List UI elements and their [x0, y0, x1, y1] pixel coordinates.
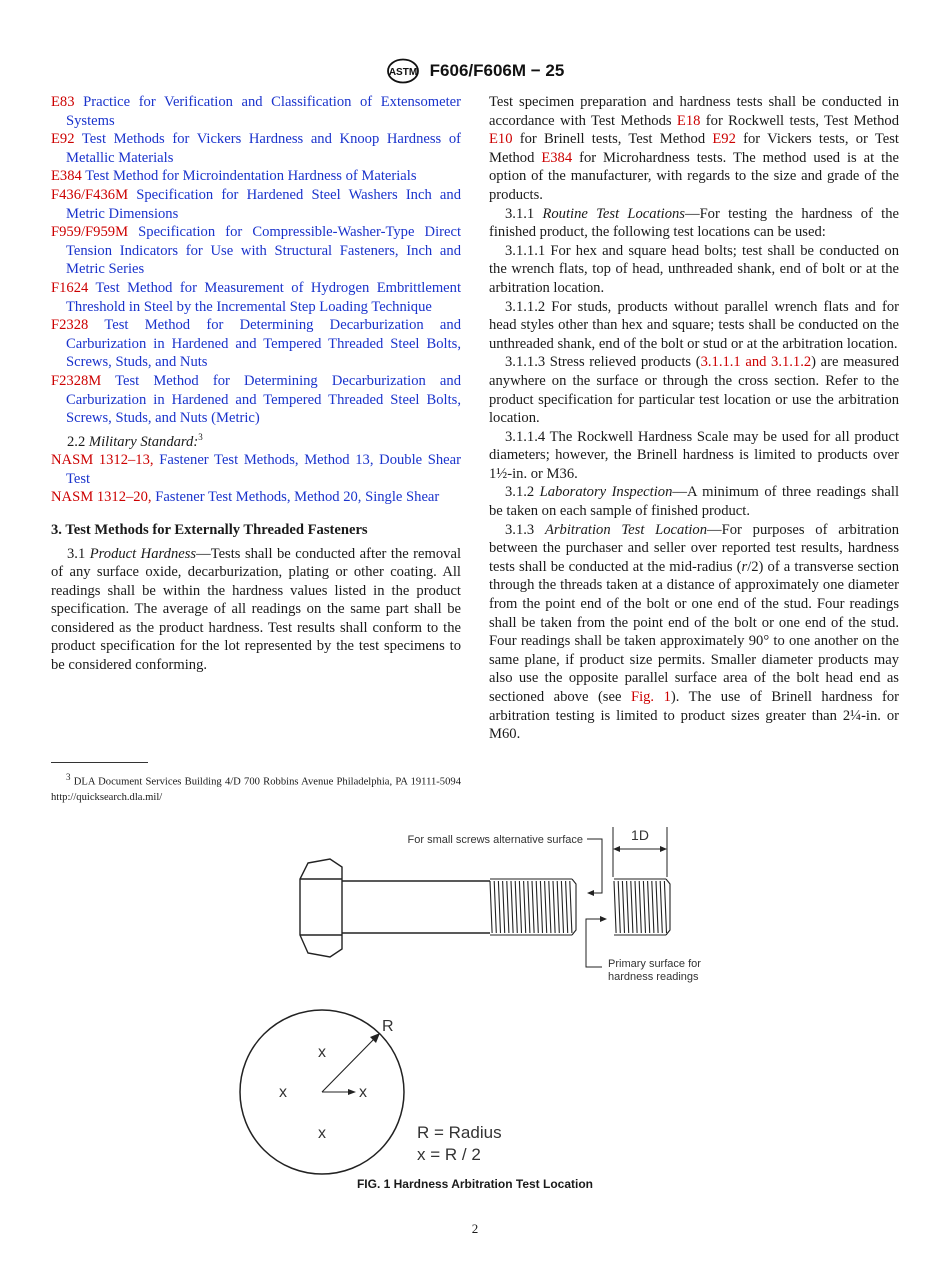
- ref-title-link[interactable]: Test Method for Measurement of Hydrogen Embrittlement Threshold in Steel by the Incremental Step Loading Technique: [66, 279, 462, 315]
- ref-title-link[interactable]: Specification for Hardened Steel Washers Inch and Metric Dimensions: [66, 186, 461, 222]
- bolt-threads-end: [614, 879, 670, 935]
- figure-1-diagram: [230, 815, 730, 1175]
- section-number: 3.1.1: [505, 205, 535, 222]
- paragraph-text: —A minimum of three readings shall be taken on each sample of finished product.: [489, 484, 899, 520]
- reference-f436: [51, 186, 461, 223]
- label-x-left: x: [279, 1084, 287, 1101]
- leader-alternative-surface: [587, 839, 602, 893]
- text-span: 3.1.1.3 Stress relieved products (: [505, 354, 701, 371]
- reference-nasm-20: [51, 488, 461, 507]
- ref-link[interactable]: E384: [51, 168, 82, 185]
- paragraph-intro: [489, 93, 899, 205]
- page-number: 2: [471, 1221, 479, 1236]
- ref-title-link[interactable]: Test Methods for Vickers Hardness and Knoop Hardness of Metallic Materials: [66, 131, 461, 166]
- reference-e384: [51, 167, 461, 186]
- label-x-right: x: [359, 1084, 367, 1101]
- thread-lines: [490, 879, 576, 935]
- section-number: 3.1.2: [505, 484, 535, 501]
- paragraph-3-1-3: [489, 521, 899, 744]
- text-span: —For purposes of arbitration between the purchaser and seller over reported test results, hardness tests shall be conducted at the mid-radius (: [489, 521, 899, 575]
- ref-link[interactable]: E10: [489, 131, 513, 148]
- text-span: ). The use of Brinell hardness for arbitration testing is limited to product sizes greater than 2¼-in. or M60.: [489, 689, 900, 743]
- label-x-top: x: [318, 1044, 326, 1061]
- radius-line: [322, 1037, 376, 1092]
- arrow-icon: [587, 890, 594, 896]
- paragraph-title: Product Hardness: [89, 545, 197, 562]
- footnote-mark: 3: [198, 431, 203, 442]
- section-3-title: 3. Test Methods for Externally Threaded Fasteners: [51, 521, 368, 538]
- ref-link[interactable]: E18: [676, 112, 701, 129]
- paragraph-3-1-1-2: 3.1.1.2 For studs, products without parallel wrench flats and for head styles other than hex and square; tests shall be conducted on the unthreaded shank, end of the bolt or stud or at the arbitration location.: [489, 298, 899, 352]
- section-number: 3.1.3: [505, 521, 535, 538]
- left-column: [51, 93, 461, 675]
- section-number: 3.1: [67, 545, 86, 562]
- ref-link[interactable]: NASM 1312–20,: [51, 489, 152, 506]
- paragraph-title: Routine Test Locations: [542, 205, 685, 222]
- text-span: for Vickers tests, or Test Method: [489, 131, 899, 166]
- label-alternative-surface: For small screws alternative surface: [407, 834, 583, 846]
- label-primary-2: hardness readings: [608, 971, 699, 983]
- bolt-shank: [342, 881, 490, 933]
- ref-link[interactable]: F436/F436M: [51, 186, 129, 203]
- reference-f1624: [51, 279, 461, 316]
- figure-caption: FIG. 1 Hardness Arbitration Test Location: [356, 1177, 594, 1191]
- arrow-icon: [660, 846, 667, 852]
- footnote-text: DLA Document Services Building 4/D 700 Robbins Avenue Philadelphia, PA 19111-5094 http://quicksearch.dla.mil/: [51, 776, 461, 804]
- ref-link[interactable]: E83: [51, 94, 75, 110]
- ref-link[interactable]: F959/F959M: [51, 224, 129, 241]
- svg-text:ASTM: ASTM: [388, 67, 417, 78]
- label-r: R: [382, 1018, 394, 1035]
- ref-link[interactable]: E92: [712, 131, 736, 148]
- reference-f2328: [51, 316, 461, 372]
- military-standard-heading: [67, 428, 461, 451]
- text-span: Test specimen preparation and hardness tests shall be conducted in accordance with Test Methods: [489, 94, 899, 129]
- paragraph-3-1-2: [489, 483, 899, 520]
- legend-radius: R = Radius: [417, 1123, 502, 1142]
- ref-link[interactable]: F1624: [51, 279, 89, 296]
- arrow-icon: [600, 916, 607, 922]
- reference-f959: [51, 223, 461, 279]
- ref-title-link[interactable]: Fastener Test Methods, Method 13, Double Shear Test: [66, 452, 461, 487]
- paragraph-3-1-1-4: 3.1.1.4 The Rockwell Hardness Scale may be used for all product diameters; however, the Brinell hardness is limited to products over 1½-in. or M36.: [489, 428, 899, 482]
- reference-f2328m: [51, 372, 461, 428]
- ref-title-link[interactable]: Test Method for Determining Decarburization and Carburization in Hardened and Tempered Threaded Steel Bolts, Screws, Studs, and Nuts (Metric): [66, 372, 461, 427]
- paragraph-text: —For testing the hardness of the finished product, the following test locations can be used:: [489, 205, 899, 241]
- figure-link[interactable]: Fig. 1: [630, 689, 671, 705]
- ref-title-link[interactable]: Practice for Verification and Classification of Extensometer Systems: [66, 94, 461, 129]
- thread-lines: [614, 879, 670, 935]
- page-header: [0, 58, 950, 84]
- footnote-3: [51, 770, 461, 806]
- standard-designation: F606/F606M − 25: [429, 61, 565, 80]
- ref-link[interactable]: NASM 1312–13,: [51, 452, 154, 469]
- ref-title-link[interactable]: Fastener Test Methods, Method 20, Single Shear: [155, 489, 440, 506]
- text-span: /2) of a transverse section through the threads taken at a distance of approximately one diameter from the point end of the bolt or one end of the stud. Four readings shall be taken from the point end of the bolt or one end of the stud. Four readings shall be taken approximately 90° to one another on the same plane, if product size permits. Smaller diameter products may also use the opposite parallel surface area of the bolt head end as sectioned above (see: [489, 558, 900, 705]
- bolt-head-icon: [300, 859, 342, 957]
- text-span: ) are measured anywhere on the surface or through the cross section. Refer to the product specification for particular test location or use the arbitration location.: [489, 354, 899, 427]
- reference-e83: [51, 93, 461, 130]
- ref-link[interactable]: 3.1.1.1 and 3.1.1.2: [700, 354, 812, 371]
- astm-logo-icon: [386, 58, 420, 84]
- paragraph-3-1-1-1: 3.1.1.1 For hex and square head bolts; test shall be conducted on the wrench flats, top of head, unthreaded shank, end of bolt or at the arbitration location.: [489, 242, 899, 296]
- ref-title-link[interactable]: Test Method for Microindentation Hardness of Materials: [85, 168, 417, 185]
- ref-title-link[interactable]: Specification for Compressible-Washer-Type Direct Tension Indicators for Use with Structural Fasteners, Inch and Metric Series: [66, 224, 461, 278]
- paragraph-title: Laboratory Inspection: [539, 484, 673, 501]
- section-number: 2.2: [67, 433, 86, 450]
- paragraph-3-1: [51, 545, 461, 675]
- leader-primary-surface: [586, 919, 602, 967]
- text-span: r: [741, 558, 748, 575]
- reference-e92: [51, 130, 461, 167]
- reference-nasm-13: [51, 451, 461, 488]
- bolt-threads: [490, 879, 576, 935]
- arrow-icon: [348, 1089, 356, 1095]
- text-span: for Microhardness tests. The method used is at the option of the manufacturer, with regards to the size and grade of the products.: [489, 149, 899, 203]
- section-heading: Military Standard:: [88, 433, 199, 450]
- ref-title-link[interactable]: Test Method for Determining Decarburization and Carburization in Hardened and Tempered Threaded Steel Bolts, Screws, Studs, and Nuts: [66, 317, 462, 371]
- ref-link[interactable]: E384: [541, 149, 573, 166]
- paragraph-3-1-1-3: [489, 353, 899, 427]
- ref-link[interactable]: F2328M: [51, 372, 102, 389]
- right-column: [489, 93, 899, 744]
- footnote-mark: 3: [66, 772, 71, 782]
- footnote-divider: [51, 762, 148, 763]
- arrow-icon: [613, 846, 620, 852]
- paragraph-text: —Tests shall be conducted after the removal of any surface oxide, decarburization, plating or other coating. All readings shall be within the hardness values listed in the product specification. The average of all readings on the same part shall be considered as the product hardness. Test results shall conform to the product specification for the lot represented by the test specimens to be considered conforming.: [51, 545, 462, 674]
- ref-link[interactable]: E92: [51, 131, 75, 148]
- text-span: for Rockwell tests, Test Method: [700, 112, 900, 129]
- legend-half-radius: x = R / 2: [417, 1145, 481, 1164]
- label-1d: 1D: [631, 827, 649, 843]
- paragraph-3-1-1: [489, 205, 899, 242]
- label-x-bottom: x: [318, 1125, 326, 1142]
- label-primary-1: Primary surface for: [608, 958, 701, 970]
- paragraph-title: Arbitration Test Location: [544, 521, 708, 538]
- text-span: for Brinell tests, Test Method: [512, 131, 713, 148]
- ref-link[interactable]: F2328: [51, 317, 89, 334]
